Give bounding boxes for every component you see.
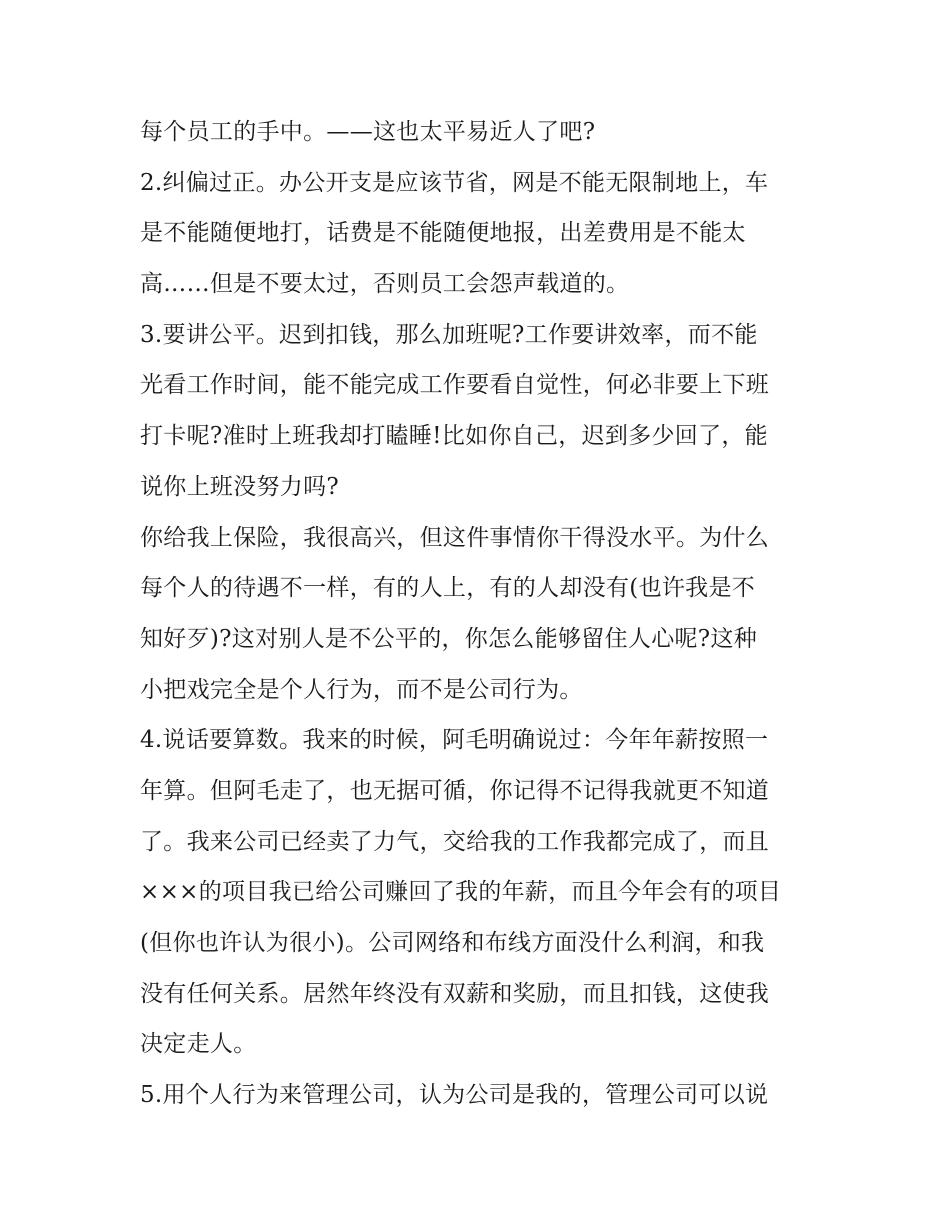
text-line: 小把戏完全是个人行为，而不是公司行为。 — [140, 676, 583, 703]
body-text — [140, 107, 820, 1121]
text-line: 年算。但阿毛走了，也无据可循，你记得不记得我就更不知道 — [140, 777, 770, 804]
text-line: 4.说话要算数。我来的时候，阿毛明确说过：今年年薪按照一 — [140, 727, 769, 754]
text-line: 没有任何关系。居然年终没有双薪和奖励，而且扣钱，这使我 — [140, 980, 770, 1007]
text-line: 3.要讲公平。迟到扣钱，那么加班呢?工作要讲效率，而不能 — [140, 321, 758, 348]
text-line: 决定走人。 — [140, 1031, 257, 1058]
text-line: 2.纠偏过正。办公开支是应该节省，网是不能无限制地上，车 — [140, 169, 769, 196]
text-line: ×××的项目我已给公司赚回了我的年薪，而且今年会有的项目 — [140, 879, 782, 906]
text-line: 你给我上保险，我很高兴，但这件事情你干得没水平。为什么 — [140, 524, 770, 551]
text-line: (但你也许认为很小)。公司网络和布线方面没什么利润，和我 — [140, 930, 765, 956]
text-line: 高……但是不要太过，否则员工会怨声载道的。 — [140, 271, 630, 298]
text-line: 5.用个人行为来管理公司，认为公司是我的，管理公司可以说 — [140, 1082, 769, 1109]
text-line: 知好歹)?这对别人是不公平的，你怎么能够留住人心呢?这种 — [140, 625, 758, 652]
text-line: 打卡呢?准时上班我却打瞌睡!比如你自己，迟到多少回了，能 — [140, 423, 768, 450]
text-line: 是不能随便地打，话费是不能随便地报，出差费用是不能太 — [140, 220, 746, 247]
text-line: 光看工作时间，能不能完成工作要看自觉性，何必非要上下班 — [140, 372, 770, 399]
text-line: 每个人的待遇不一样，有的人上，有的人却没有(也许我是不 — [140, 575, 756, 602]
text-line: 了。我来公司已经卖了力气，交给我的工作我都完成了，而且 — [140, 828, 770, 855]
text-line: 每个员工的手中。——这也太平易近人了吧? — [140, 119, 596, 145]
text-line: 说你上班没努力吗? — [140, 473, 340, 500]
